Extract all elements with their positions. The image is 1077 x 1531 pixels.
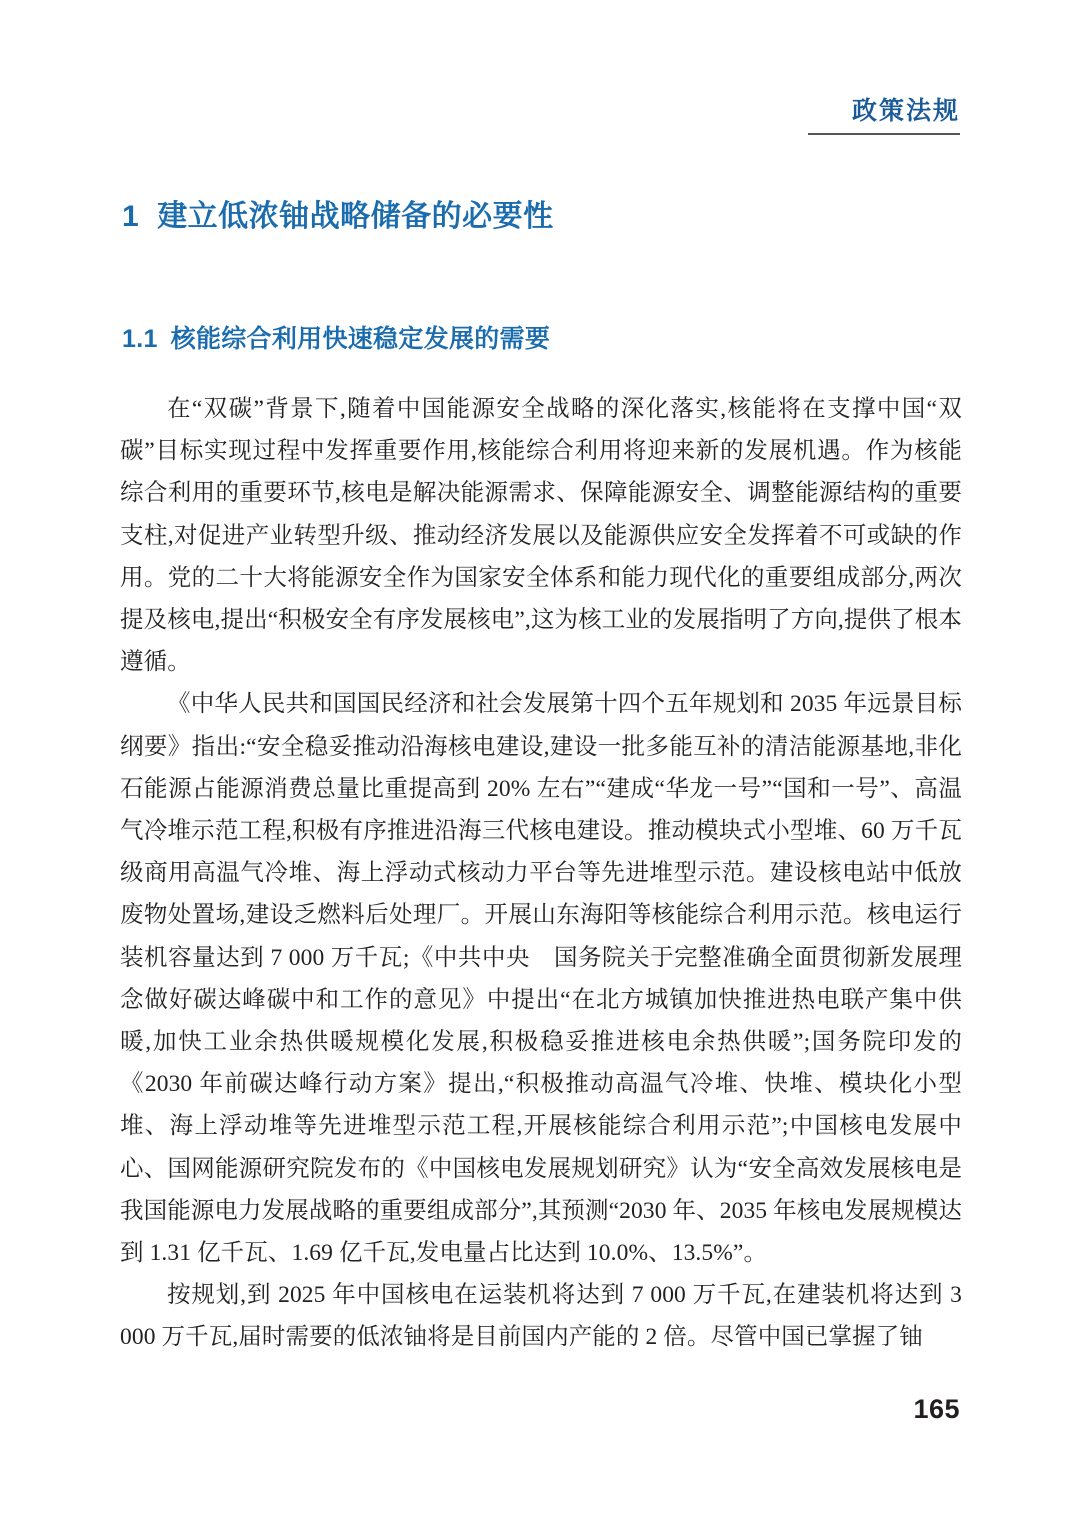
body-paragraph: 按规划,到 2025 年中国核电在运装机将达到 7 000 万千瓦,在建装机将达到 3 000 万千瓦,届时需要的低浓铀将是目前国内产能的 2 倍。尽管中国已掌握了铀 [120,1282,962,1351]
running-header [808,98,960,135]
section-heading-1-title: 建立低浓铀战略储备的必要性 [157,200,554,233]
section-heading-1-1-number: 1.1 [122,325,158,353]
body-text [120,388,962,1359]
page-number: 165 [913,1394,960,1424]
running-header-rule [808,133,960,136]
section-heading-1-number: 1 [122,200,140,233]
section-heading-1-1 [122,324,962,355]
running-header-label: 政策法规 [851,98,960,125]
body-paragraph: 《中华人民共和国国民经济和社会发展第十四个五年规划和 2035 年远景目标纲要》指出:“安全稳妥推动沿海核电建设,建设一批多能互补的清洁能源基地,非化石能源占能源消费总量比重提高到 20% 左右”“建成“华龙一号”“国和一号”、高温气冷堆示范工程,积极有序推进沿海三代核电建设。推动模块式小型堆、60 万千瓦级商用高温气冷堆、海上浮动式核动力平台等先进堆型示范。建设核电站中低放废物处置场,建设乏燃料后处理厂。开展山东海阳等核能综合利用示范。核电运行装机容量达到 7 000 万千瓦;《中共中央 国务院关于完整准确全面贯彻新发展理念做好碳达峰碳中和工作的意见》中提出“在北方城镇加快推进热电联产集中供暖,加快工业余热供暖规模化发展,积极稳妥推进核电余热供暖”;国务院印发的《2030 年前碳达峰行动方案》提出,“积极推动高温气冷堆、快堆、模块化小型堆、海上浮动堆等先进堆型示范工程,开展核能综合利用示范”;中国核电发展中心、国网能源研究院发布的《中国核电发展规划研究》认为“安全高效发展核电是我国能源电力发展战略的重要组成部分”,其预测“2030 年、2035 年核电发展规模达到 1.31 亿千瓦、1.69 亿千瓦,发电量占比达到 10.0%、13.5%”。 [120,691,962,1267]
section-heading-1-1-title: 核能综合利用快速稳定发展的需要 [170,325,551,353]
section-heading-1 [122,198,962,236]
body-paragraph: 在“双碳”背景下,随着中国能源安全战略的深化落实,核能将在支撑中国“双碳”目标实现过程中发挥重要作用,核能综合利用将迎来新的发展机遇。作为核能综合利用的重要环节,核电是解决能源需求、保障能源安全、调整能源结构的重要支柱,对促进产业转型升级、推动经济发展以及能源供应安全发挥着不可或缺的作用。党的二十大将能源安全作为国家安全体系和能力现代化的重要组成部分,两次提及核电,提出“积极安全有序发展核电”,这为核工业的发展指明了方向,提供了根本遵循。 [120,396,962,676]
